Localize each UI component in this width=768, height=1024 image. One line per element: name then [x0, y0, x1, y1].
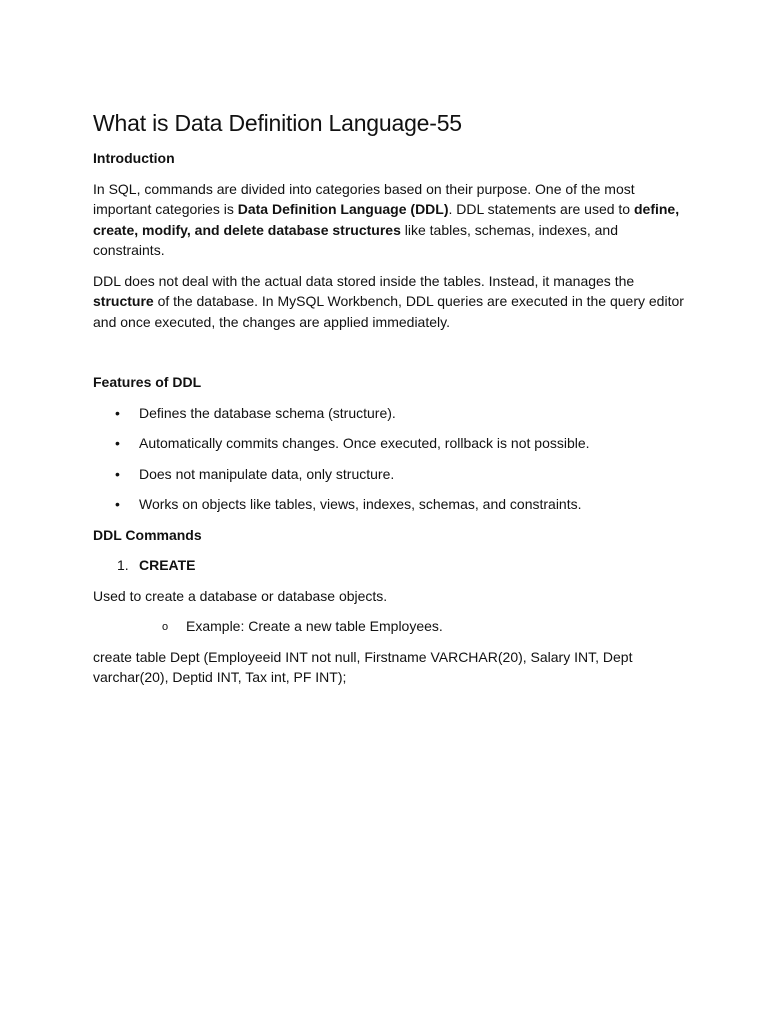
intro-paragraph-1 — [93, 179, 693, 261]
document-body — [93, 108, 693, 698]
bullet-icon: • — [115, 435, 120, 451]
spacer — [93, 342, 693, 372]
p1-bold-define: define, create, modify, and delete database structures — [93, 201, 680, 238]
commands-list — [93, 555, 693, 576]
page-title: What is Data Definition Language-55 — [93, 110, 462, 136]
example-list — [93, 616, 693, 637]
feature-text: Does not manipulate data, only structure. — [139, 465, 395, 482]
code-example: create table Dept (Employeeid INT not null, Firstname VARCHAR(20), Salary INT, Dept varchar(20), Deptid INT, Tax int, PF INT); — [93, 648, 633, 685]
example-text: Example: Create a new table Employees. — [186, 618, 443, 634]
feature-text: Defines the database schema (structure). — [139, 404, 396, 421]
p2-text-a: DDL does not deal with the actual data stored inside the tables. Instead, it manages the — [93, 272, 635, 289]
bullet-icon: • — [115, 496, 120, 512]
p2-text-c: of the database. In MySQL Workbench, DDL queries are executed in the query editor and once executed, the changes are applied immediately. — [93, 293, 684, 330]
p1-text-a: In SQL, commands are divided into categories based on their purpose. One of the most important categories is — [93, 180, 635, 217]
list-item — [93, 616, 693, 637]
command-name: CREATE — [139, 557, 196, 573]
features-list — [93, 403, 693, 515]
p1-bold-ddl: Data Definition Language (DDL) — [237, 201, 449, 217]
bullet-icon: • — [115, 465, 120, 482]
intro-paragraph-2 — [93, 271, 693, 333]
create-description: Used to create a database or database objects. — [93, 587, 388, 604]
list-item — [93, 494, 693, 515]
list-item — [93, 403, 693, 424]
p1-text-c: . DDL statements are used to — [448, 201, 634, 217]
commands-heading: DDL Commands — [93, 526, 202, 543]
circle-bullet-icon: o — [162, 621, 169, 633]
features-heading: Features of DDL — [93, 374, 202, 390]
list-item — [93, 555, 693, 576]
bullet-icon: • — [115, 404, 120, 421]
p1-text-d: like tables, schemas, indexes, and constraints. — [93, 221, 618, 258]
feature-text: Works on objects like tables, views, indexes, schemas, and constraints. — [139, 496, 582, 512]
intro-heading: Introduction — [93, 150, 175, 166]
p2-bold-structure: structure — [93, 293, 154, 309]
feature-text: Automatically commits changes. Once executed, rollback is not possible. — [139, 435, 590, 451]
list-item — [93, 464, 693, 485]
list-number: 1. — [117, 557, 129, 573]
list-item — [93, 433, 693, 454]
